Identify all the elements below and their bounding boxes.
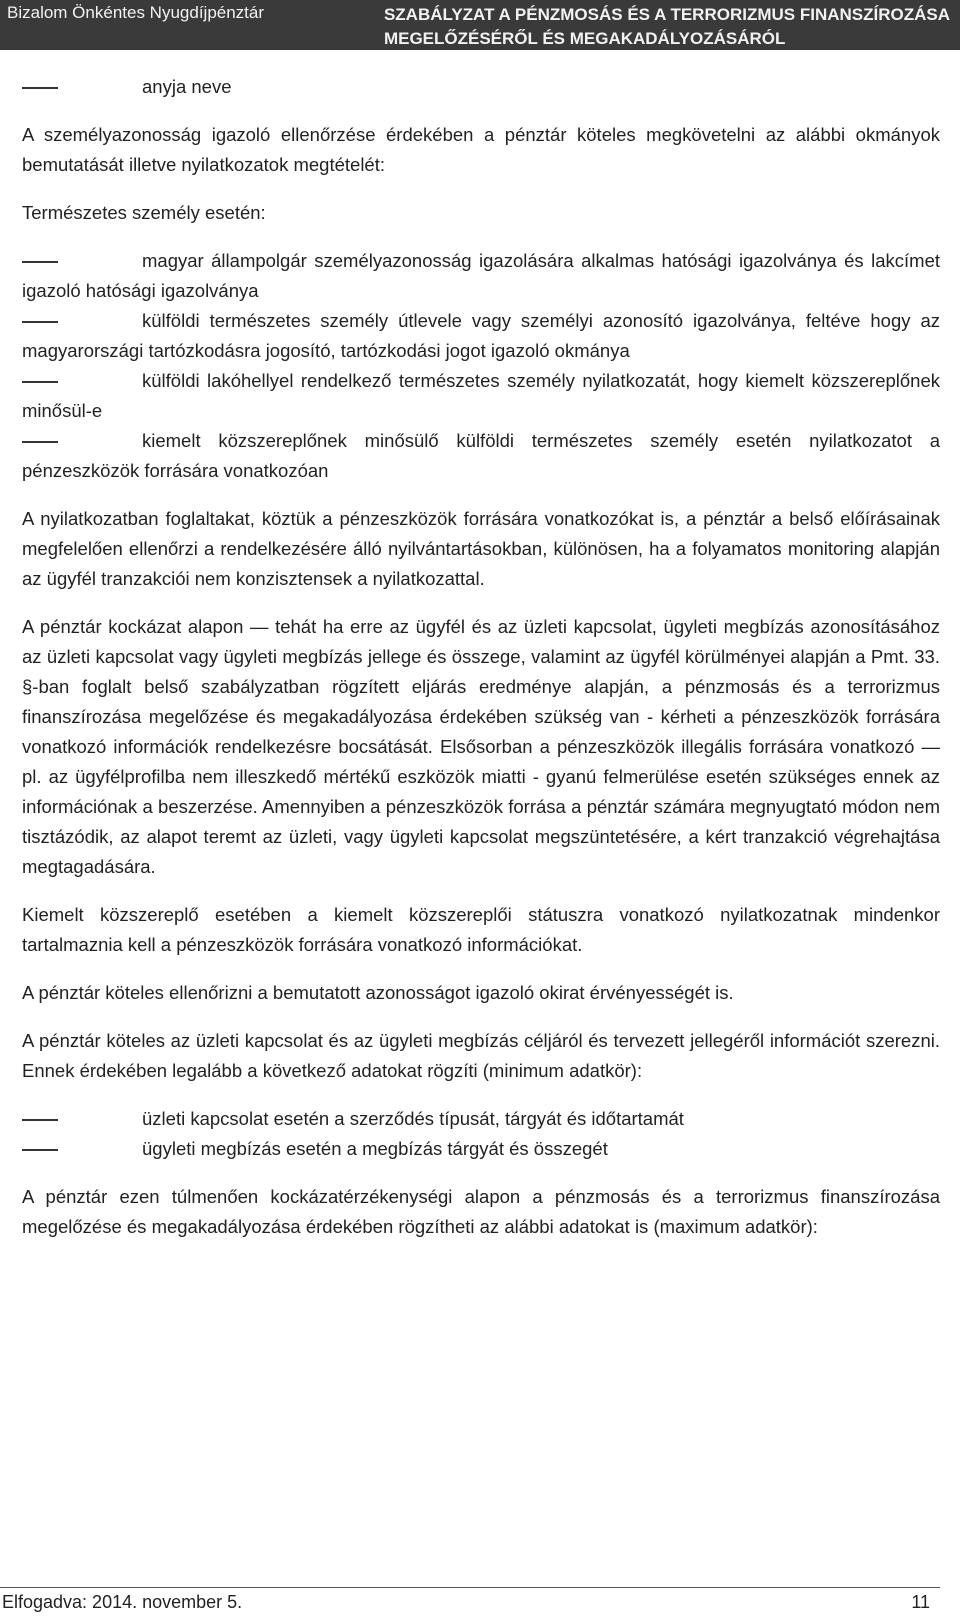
footer-divider bbox=[0, 1587, 940, 1588]
dash-bullet bbox=[22, 381, 58, 383]
paragraph-risk-based: A pénztár kockázat alapon — tehát ha erre az ügyfél és az üzleti kapcsolat, ügyleti megbízás azonosításához az üzleti kapcsolat vagy ügyleti megbízás jellege és összege, valamint az ügyfél körülményei alapján a Pmt. 33. §-ban foglalt belső szabályzatban rögzített eljárás eredménye alapján, a pénzmosás és a terrorizmus finanszírozása megelőzése és megakadályozása érdekében szükség van - kérheti a pénzeszközök forrására vonatkozó információk rendelkezésre bocsátását. Elsősorban a pénzeszközök illegális forrására vonatkozó — pl. az ügyfélprofilba nem illeszkedő mértékű eszközök miatti - gyanú felmerülése esetén szükséges ennek az információnak a beszerzése. Amennyiben a pénzeszközök forrása a pénztár számára megnyugtató módon nem tisztázódik, az alapot teremt az üzleti, vagy ügyleti kapcsolat megszüntetésére, a kért tranzakció végrehajtása megtagadására. bbox=[22, 616, 940, 877]
list-item bbox=[22, 426, 940, 486]
header-document-title bbox=[384, 3, 950, 51]
footer-adoption-date: Elfogadva: 2014. november 5. bbox=[2, 1592, 243, 1612]
paragraph-public-figure: Kiemelt közszereplő esetében a kiemelt közszereplői státuszra vonatkozó nyilatkozatnak mindenkor tartalmaznia kell a pénzeszközök forrására vonatkozó információkat. bbox=[22, 904, 940, 955]
list-item bbox=[22, 306, 940, 366]
list-item-text: kiemelt közszereplőnek minősülő külföldi természetes személy esetén nyilatkozatot a pénzeszközök forrására vonatkozóan bbox=[22, 430, 940, 481]
list-item-text: külföldi természetes személy útlevele vagy személyi azonosító igazolványa, feltéve hogy az magyarországi tartózkodásra jogosító, tartózkodási jogot igazoló okmánya bbox=[22, 310, 940, 361]
list-item bbox=[22, 1104, 940, 1134]
list-item bbox=[22, 1134, 940, 1164]
paragraph-identification: A személyazonosság igazoló ellenőrzése érdekében a pénztár köteles megkövetelni az alábbi okmányok bemutatását illetve nyilatkozatok megtételét: bbox=[22, 124, 940, 175]
paragraph-natural-person: Természetes személy esetén: bbox=[22, 202, 266, 223]
footer-page-number: 11 bbox=[911, 1592, 930, 1612]
paragraph-maximum-data: A pénztár ezen túlmenően kockázatérzékenységi alapon a pénzmosás és a terrorizmus finanszírozása megelőzése és megakadályozása érdekében rögzítheti az alábbi adatokat is (maximum adatkör): bbox=[22, 1186, 940, 1237]
list-item bbox=[22, 246, 940, 306]
paragraph-minimum-data: A pénztár köteles az üzleti kapcsolat és az ügyleti megbízás céljáról és tervezett jellegéről információt szerezni. Ennek érdekében legalább a következő adatokat rögzíti (minimum adatkör): bbox=[22, 1030, 940, 1081]
paragraph-verification: A nyilatkozatban foglaltakat, köztük a pénzeszközök forrására vonatkozókat is, a pénztár a belső előírásainak megfelelően ellenőrzi a rendelkezésére álló nyilvántartásokban, különösen, ha a folyamatos monitoring alapján az ügyfél tranzakciói nem konzisztensek a nyilatkozattal. bbox=[22, 508, 940, 589]
list-item-text: anyja neve bbox=[142, 76, 232, 97]
dash-bullet bbox=[22, 321, 58, 323]
header-title-line-1: SZABÁLYZAT A PÉNZMOSÁS ÉS A TERRORIZMUS FINANSZÍROZÁSA bbox=[383, 5, 950, 24]
header-organization: Bizalom Önkéntes Nyugdíjpénztár bbox=[7, 3, 265, 22]
dash-bullet bbox=[22, 1149, 58, 1151]
dash-bullet bbox=[22, 87, 58, 89]
dash-bullet bbox=[22, 441, 58, 443]
page-header bbox=[0, 0, 960, 50]
dash-bullet bbox=[22, 1119, 58, 1121]
list-item-text: külföldi lakóhellyel rendelkező természetes személy nyilatkozatát, hogy kiemelt közszereplőnek minősül-e bbox=[22, 370, 940, 421]
list-item-anyja-neve bbox=[22, 72, 940, 102]
document-body bbox=[22, 72, 940, 1242]
list-item bbox=[22, 366, 940, 426]
paragraph-document-validity: A pénztár köteles ellenőrizni a bemutatott azonosságot igazoló okirat érvényességét is. bbox=[22, 982, 734, 1003]
list-item-text: üzleti kapcsolat esetén a szerződés típusát, tárgyát és időtartamát bbox=[142, 1108, 684, 1129]
dash-bullet bbox=[22, 261, 58, 263]
list-item-text: ügyleti megbízás esetén a megbízás tárgyát és összegét bbox=[142, 1138, 608, 1159]
list-item-text: magyar állampolgár személyazonosság igazolására alkalmas hatósági igazolványa és lakcímet igazoló hatósági igazolványa bbox=[22, 250, 940, 301]
header-title-line-2: MEGELŐZÉSÉRŐL ÉS MEGAKADÁLYOZÁSÁRÓL bbox=[383, 29, 786, 48]
